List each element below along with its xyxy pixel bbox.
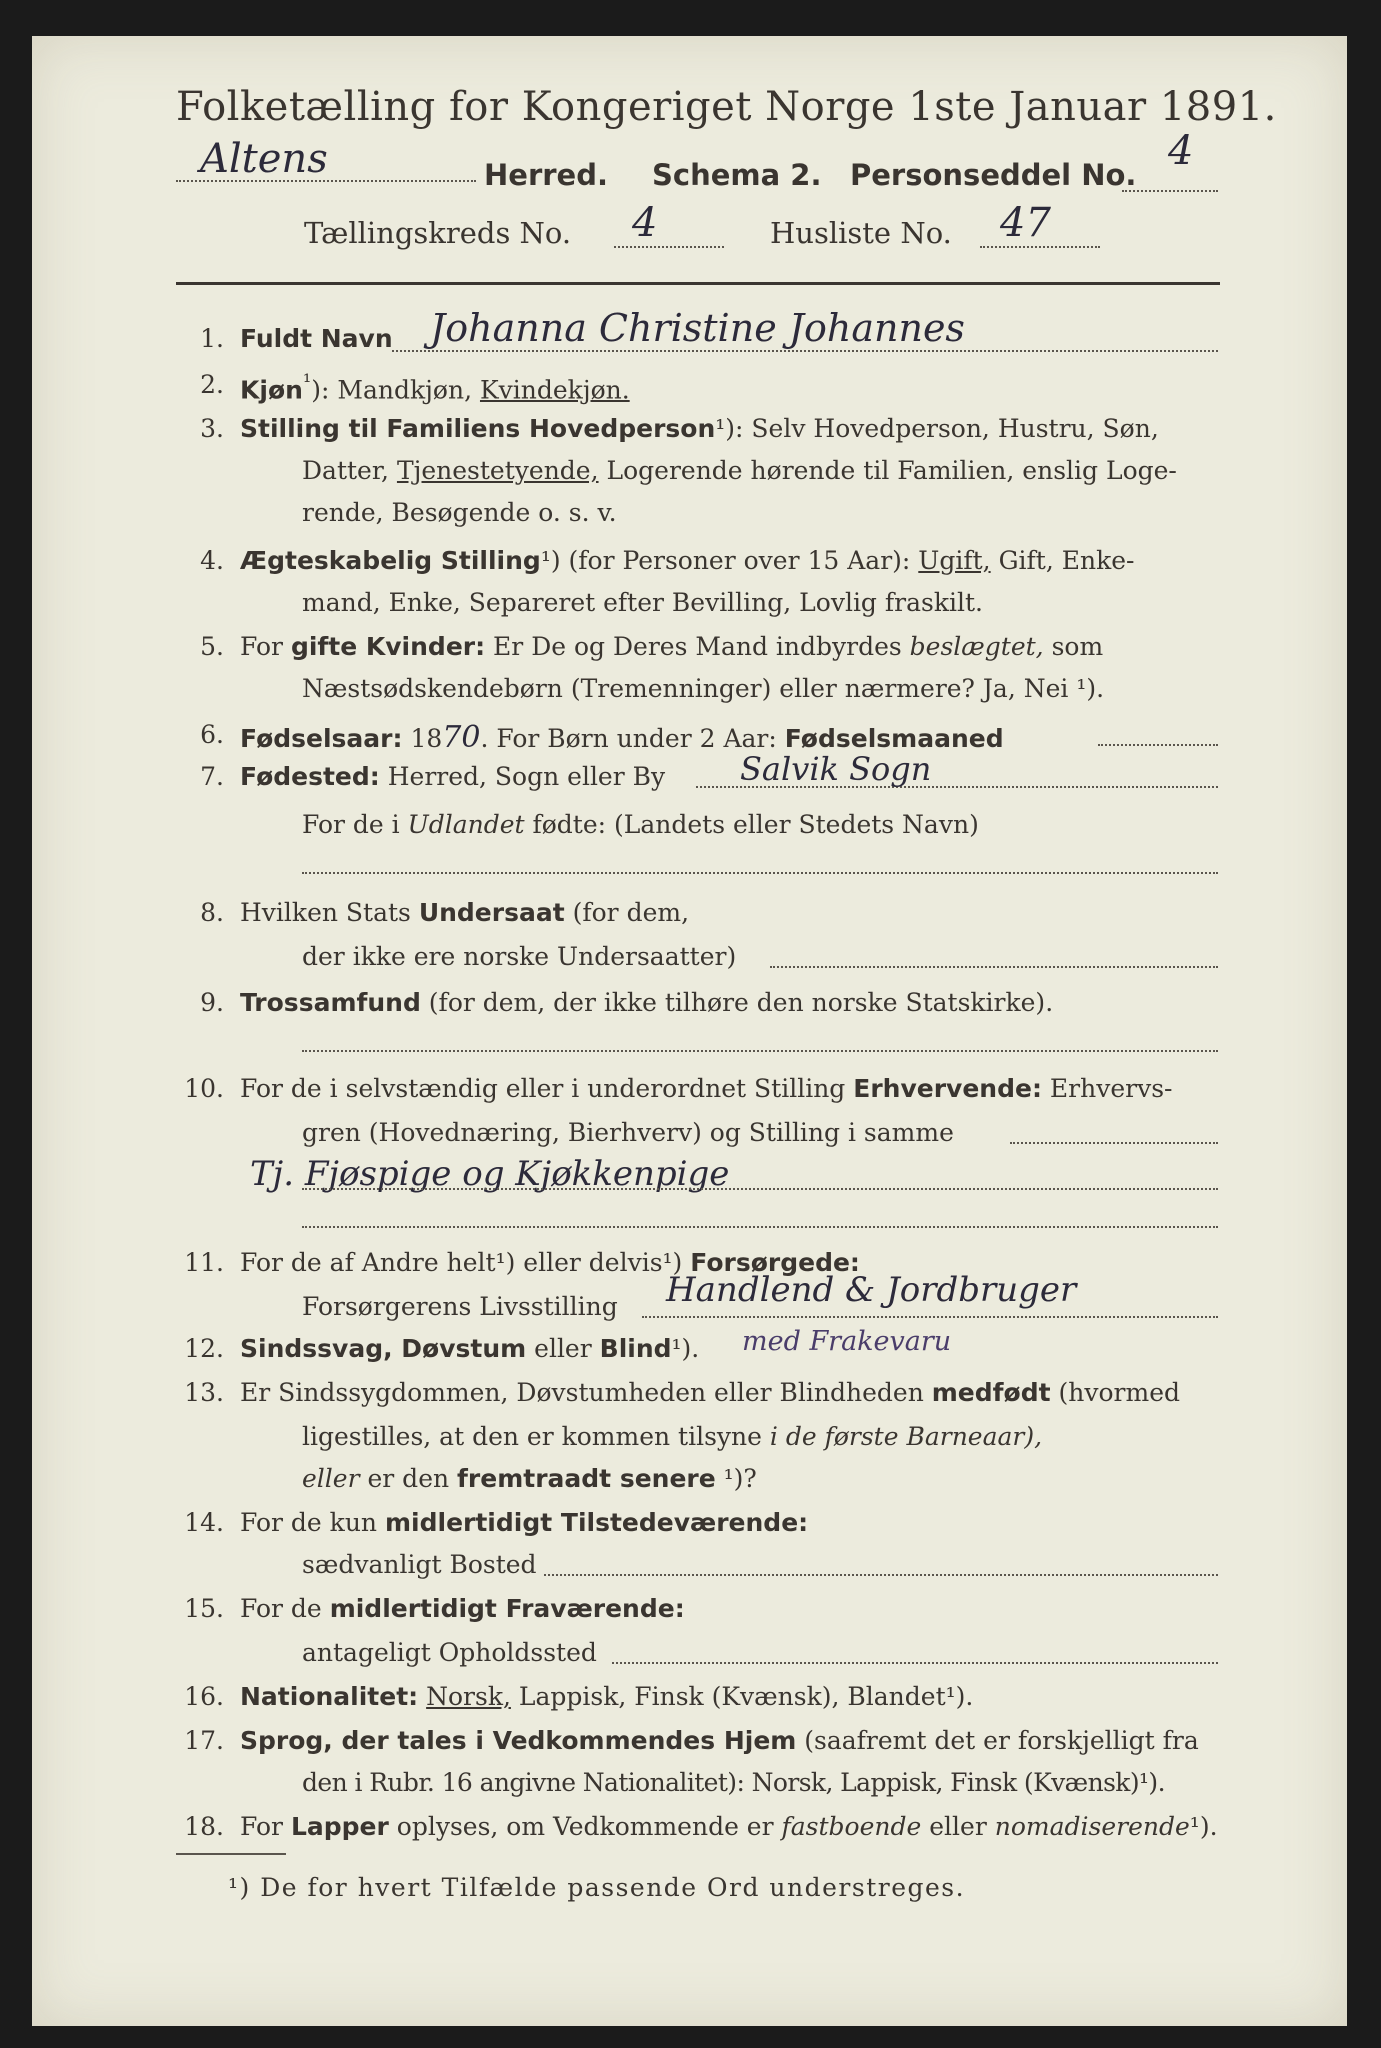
q6-year-value: 70 <box>442 720 481 755</box>
q9-label: Trossamfund <box>240 988 421 1017</box>
q7-text2b: Udlandet <box>407 810 525 839</box>
q7-number: 7. <box>200 762 224 791</box>
q13-line2 <box>302 1422 1042 1451</box>
q10-label: Erhvervende: <box>853 1074 1042 1103</box>
q4-selected-option: Ugift, <box>918 546 991 575</box>
q14-label: midlertidigt Tilstedeværende: <box>384 1508 809 1537</box>
q7-label: Fødested: <box>240 762 380 791</box>
q12-label: Sindssvag, Døvstum <box>240 1334 527 1363</box>
q2-line <box>240 370 630 404</box>
q9-dotted-line <box>302 1050 1218 1052</box>
q18-text1d: eller <box>921 1812 995 1841</box>
q7-text1: Herred, Sogn eller By <box>379 762 666 791</box>
q12-value: med Frakevaru <box>742 1326 952 1357</box>
q18-number: 18. <box>184 1812 224 1841</box>
q2-label: Kjøn <box>240 375 303 405</box>
q15-number: 15. <box>184 1594 224 1623</box>
q17-line2: den i Rubr. 16 angivne Nationalitet): Norsk, Lappisk, Finsk (Kvænsk)¹). <box>302 1768 1165 1797</box>
q2-text: ): Mandkjøn, <box>311 375 480 405</box>
q17-line1 <box>240 1726 1199 1755</box>
q4-text1c: Gift, Enke- <box>990 546 1135 575</box>
q14-number: 14. <box>184 1508 224 1537</box>
q17-text1: (saafremt det er forskjelligt fra <box>796 1726 1199 1755</box>
q10-text1a: For de i selvstændig eller i underordnet Stilling <box>240 1074 854 1103</box>
q8-text1a: Hvilken Stats <box>240 898 419 927</box>
q7-text2c: fødte: (Landets eller Stedets Navn) <box>524 810 979 839</box>
q10-text1b: Erhvervs- <box>1041 1074 1173 1103</box>
header-rule <box>176 282 1220 285</box>
q5-line1 <box>240 632 1103 661</box>
footnote-rule <box>176 1853 286 1855</box>
q11-provider-value: Handlend & Jordbruger <box>666 1270 1077 1310</box>
q12-line <box>240 1334 699 1363</box>
q18-text1c: fastboende <box>781 1812 922 1841</box>
q18-text1a: For <box>240 1812 291 1841</box>
q13-number: 13. <box>184 1378 224 1407</box>
q1-label: Fuldt Navn <box>240 324 393 353</box>
q15-line1 <box>240 1594 685 1623</box>
q8-number: 8. <box>200 898 224 927</box>
q13-text2a: ligestilles, at den er kommen tilsyne <box>302 1422 770 1451</box>
q13-text2b: i de første Barneaar), <box>769 1422 1043 1451</box>
q17-label: Sprog, der tales i Vedkommendes Hjem <box>240 1726 797 1755</box>
q6-label2: Fødselsmaaned <box>784 724 1004 753</box>
q12-text2: ¹). <box>671 1334 700 1363</box>
q9-line <box>240 988 1053 1017</box>
q13-line3 <box>302 1464 757 1493</box>
q5-text1c: beslægtet, <box>909 632 1044 661</box>
q8-line2: der ikke ere norske Undersaatter) <box>302 942 737 971</box>
q12-number: 12. <box>184 1334 224 1363</box>
q4-text1a: ¹) (for Personer over 15 Aar): <box>540 546 919 575</box>
q8-line1 <box>240 898 689 927</box>
q5-text1a: For <box>240 632 291 661</box>
q3-text2c: Logerende hørende til Familien, enslig Loge- <box>598 456 1177 485</box>
q4-line1 <box>240 546 1134 575</box>
q4-label: Ægteskabelig Stilling <box>240 546 541 575</box>
q8-label: Undersaat <box>418 898 565 927</box>
q18-label: Lapper <box>290 1812 389 1841</box>
q3-text2a: Datter, <box>302 456 397 485</box>
herred-value: Altens <box>200 136 328 182</box>
q10-occupation-dotted-line <box>302 1188 1218 1190</box>
q10-occupation-value: Tj. Fjøspige og Kjøkkenpige <box>250 1154 730 1194</box>
q16-selected-option: Norsk, <box>426 1682 511 1711</box>
q10-line2: gren (Hovednæring, Bierhverv) og Stilling i samme <box>302 1118 954 1147</box>
q1-name-value: Johanna Christine Johannes <box>430 306 965 350</box>
herred-dotted-line <box>176 180 476 182</box>
q2-sup: ¹ <box>302 370 312 394</box>
personseddel-value: 4 <box>1168 128 1194 174</box>
q7-line1 <box>240 762 665 791</box>
q17-number: 17. <box>184 1726 224 1755</box>
q3-selected-option: Tjenestetyende, <box>396 456 599 485</box>
q3-line1 <box>240 414 1159 443</box>
q16-text: Lappisk, Finsk (Kvænsk), Blandet¹). <box>510 1682 974 1711</box>
q14-text1a: For de kun <box>240 1508 385 1537</box>
q4-line2: mand, Enke, Separeret efter Bevilling, Lovlig fraskilt. <box>302 588 983 617</box>
q10-dotted-line <box>1010 1142 1218 1144</box>
q14-line1 <box>240 1508 808 1537</box>
q7-line2 <box>302 810 979 839</box>
footnote: ¹) De for hvert Tilfælde passende Ord understreges. <box>228 1873 966 1902</box>
q13-label: medfødt <box>931 1378 1051 1407</box>
q16-label: Nationalitet: <box>240 1682 419 1711</box>
q6-prefix: 18 <box>402 724 443 753</box>
q1-number: 1. <box>200 324 224 353</box>
q7-abroad-dotted-line <box>302 872 1218 874</box>
q12-label2: Blind <box>599 1334 672 1363</box>
q5-line2: Næstsødskendebørn (Tremenninger) eller nærmere? Ja, Nei ¹). <box>302 674 1105 703</box>
husliste-label: Husliste No. <box>770 216 952 250</box>
q18-line <box>240 1812 1218 1841</box>
kreds-label: Tællingskreds No. <box>304 216 572 250</box>
q8-text1b: (for dem, <box>564 898 690 927</box>
q3-number: 3. <box>200 414 224 443</box>
q6-text: . For Børn under 2 Aar: <box>480 724 785 753</box>
q16-number: 16. <box>184 1682 224 1711</box>
q15-text1a: For de <box>240 1594 330 1623</box>
kreds-dotted-line <box>614 246 724 248</box>
q18-text1f: ¹). <box>1189 1812 1218 1841</box>
q9-text: (for dem, der ikke tilhøre den norske Statskirke). <box>420 988 1054 1017</box>
personseddel-label: Personseddel No. <box>850 158 1137 192</box>
q7-text2a: For de i <box>302 810 408 839</box>
q2-number: 2. <box>200 370 224 399</box>
q5-label: gifte Kvinder: <box>290 632 486 661</box>
q15-dotted-line <box>612 1662 1218 1664</box>
personseddel-dotted-line <box>1122 190 1218 192</box>
q10-number: 10. <box>184 1074 224 1103</box>
q18-text1b: oplyses, om Vedkommende er <box>388 1812 782 1841</box>
q10-line1 <box>240 1074 1172 1103</box>
q13-text1a: Er Sindssygdommen, Døvstumheden eller Blindheden <box>240 1378 932 1407</box>
q13-line1 <box>240 1378 1180 1407</box>
q11-number: 11. <box>184 1248 224 1277</box>
q12-text1: eller <box>526 1334 600 1363</box>
q10-extra-dotted-line <box>302 1226 1218 1228</box>
q6-number: 6. <box>200 720 224 749</box>
q11-text1b: ¹) eller delvis <box>495 1248 663 1277</box>
q11-line2: Forsørgerens Livsstilling <box>302 1292 618 1321</box>
q5-number: 5. <box>200 632 224 661</box>
q9-number: 9. <box>200 988 224 1017</box>
q8-dotted-line <box>770 966 1218 968</box>
q3-text1: ¹): Selv Hovedperson, Hustru, Søn, <box>715 414 1159 443</box>
q6-label: Fødselsaar: <box>240 724 403 753</box>
q11-label: Forsørgede: <box>690 1248 860 1277</box>
q13-text3a: eller <box>302 1464 360 1493</box>
q6-dotted-line <box>1098 744 1218 746</box>
q13-label2: fremtraadt senere <box>457 1464 716 1493</box>
q11-text1c: ¹) <box>662 1248 691 1277</box>
q14-dotted-line <box>544 1574 1218 1576</box>
q7-place-value: Salvik Sogn <box>740 750 932 788</box>
q11-dotted-line <box>642 1316 1218 1318</box>
q3-line2 <box>302 456 1177 485</box>
q18-text1e: nomadiserende <box>994 1812 1190 1841</box>
husliste-value: 47 <box>1000 200 1051 246</box>
form-title: Folketælling for Kongeriget Norge 1ste Januar 1891. <box>176 84 1277 130</box>
husliste-dotted-line <box>980 246 1100 248</box>
schema-label: Schema 2. <box>652 158 822 192</box>
q4-number: 4. <box>200 546 224 575</box>
q13-text1b: (hvormed <box>1050 1378 1180 1407</box>
q3-label: Stilling til Familiens Hovedperson <box>240 414 716 443</box>
q15-label: midlertidigt Fraværende: <box>329 1594 685 1623</box>
q5-text1d: som <box>1043 632 1104 661</box>
q13-text3b: er den <box>359 1464 458 1493</box>
q5-text1b: Er De og Deres Mand indbyrdes <box>485 632 910 661</box>
q13-text3c: ¹)? <box>715 1464 757 1493</box>
q3-line3: rende, Besøgende o. s. v. <box>302 498 617 527</box>
herred-label: Herred. <box>484 158 608 192</box>
q14-line2: sædvanligt Bosted <box>302 1550 537 1579</box>
q2-selected-option: Kvindekjøn. <box>479 375 630 405</box>
q11-text1a: For de af Andre helt <box>240 1248 496 1277</box>
q15-line2: antageligt Opholdssted <box>302 1638 597 1667</box>
q1-dotted-line <box>392 350 1218 352</box>
kreds-value: 4 <box>632 200 658 246</box>
q16-line <box>240 1682 973 1711</box>
